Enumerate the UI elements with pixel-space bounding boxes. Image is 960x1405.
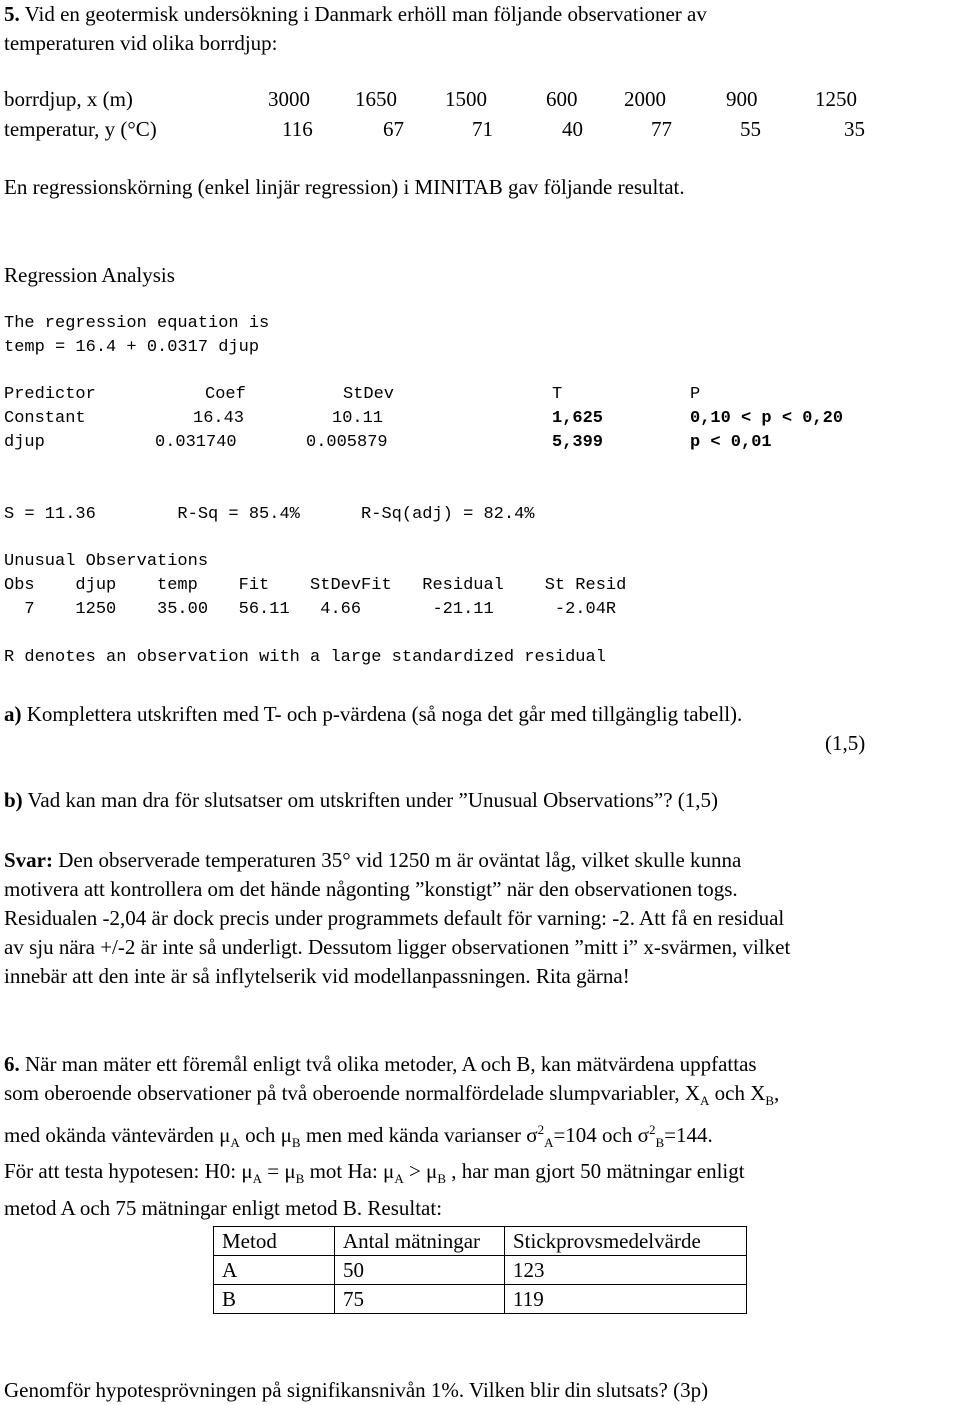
s-line: S = 11.36 R-Sq = 85.4% R-Sq(adj) = 82.4% [4,505,535,524]
svar-line: Den observerade temperaturen 35° vid 1250 m är oväntat låg, vilket skulle kunna [53,848,742,872]
eq-line2: temp = 16.4 + 0.0317 djup [4,338,260,357]
table-cell: 119 [505,1285,747,1314]
q6-final: Genomför hypotesprövningen på signifikansnivån 1%. Vilken blir din slutsats? (3p) [4,1378,709,1402]
eq-line1: The regression equation is [4,314,270,333]
unusual-row: 7 1250 35.00 56.11 4.66 -21.11 -2.04R [4,600,617,619]
x-value: 1250 [815,87,857,111]
q5-intro-line2: temperaturen vid olika borrdjup: [4,31,278,55]
cell: 10.11 [332,409,384,428]
y-value: 35 [844,117,865,141]
table-header-cell: Metod [214,1227,335,1256]
x-value: 3000 [268,87,310,111]
q6-line3: med okända väntevärden $\mu_A$ och $\mu_B$ men med kända varianser $\sigma^2_A=104$ och $\sigma^2_B=144$. [4,1122,713,1151]
y-label: temperatur, y (°C) [4,117,157,141]
cell: 0.005879 [306,433,388,452]
svar-line: innebär att den inte är så inflytelserik vid modellanpassningen. Rita gärna! [4,964,630,988]
question-b [4,786,718,815]
col-stdev: StDev [343,385,395,404]
x-value: 1650 [355,87,397,111]
unusual-title: Unusual Observations [4,552,209,571]
table-cell: 123 [505,1256,747,1285]
a-text: Komplettera utskriften med T- och p-värdena (så noga det går med tillgänglig tabell). [21,702,743,726]
table-header-cell: Stickprovsmedelvärde [505,1227,747,1256]
x-value: 1500 [445,87,487,111]
table-header-cell: Antal mätningar [335,1227,505,1256]
q6-text [4,1050,954,1223]
q5-intro-line1: Vid en geotermisk undersökning i Danmark erhöll man följande observationer av [24,2,707,26]
regression-heading: Regression Analysis [4,263,175,287]
unusual-header: Obs djup temp Fit StDevFit Residual St Resid [4,576,627,595]
table-cell: 75 [335,1285,505,1314]
x-value: 900 [726,87,758,111]
col-predictor: Predictor [4,385,96,404]
b-text: Vad kan man dra för slutsatser om utskriften under ”Unusual Observations”? (1,5) [22,788,719,812]
table-cell: B [214,1285,335,1314]
table-cell: A [214,1256,335,1285]
y-value: 67 [383,117,404,141]
q6-line4: För att testa hypotesen: H0: $\mu_A = \mu_B$ mot Ha: $\mu_A > \mu_B$ , har man gjort 50 mätningar enligt [4,1159,745,1187]
x-row [4,85,904,109]
a-points: (1,5) [825,731,866,755]
col-t: T [552,385,563,404]
svar-label: Svar: [4,848,53,872]
q5-intro [4,0,707,58]
table-row [214,1285,747,1314]
q6-line5: metod A och 75 mätningar enligt metod B. Resultat: [4,1195,443,1220]
cell: Constant [4,409,86,428]
predictor-header [4,385,904,409]
cell: 1,625 [552,409,604,428]
table-header-row [214,1227,747,1256]
q6-number: 6. [4,1052,20,1076]
col-coef: Coef [205,385,246,404]
cell: p < 0,01 [690,433,772,452]
cell: 0.031740 [155,433,237,452]
col-p: P [690,385,701,404]
y-row [4,115,904,139]
x-value: 2000 [624,87,666,111]
y-value: 77 [651,117,672,141]
y-value: 116 [282,117,313,141]
cell: 16.43 [193,409,245,428]
predictor-row [4,433,904,457]
table-cell: 50 [335,1256,505,1285]
cell: 5,399 [552,433,604,452]
q5-number: 5. [4,2,20,26]
q6-line1: När man mäter ett föremål enligt två olika metoder, A och B, kan mätvärdena uppfattas [19,1052,757,1076]
run-text: En regressionskörning (enkel linjär regression) i MINITAB gav följande resultat. [4,175,685,199]
svar-line: Residualen -2,04 är dock precis under programmets default för varning: -2. Att få en residual [4,906,785,930]
svar-line: motivera att kontrollera om det hände någonting ”konstigt” när den observationen togs. [4,877,738,901]
y-value: 55 [740,117,761,141]
x-label: borrdjup, x (m) [4,87,133,111]
a-label: a) [4,702,22,726]
x-value: 600 [546,87,578,111]
answer [4,846,958,991]
question-a [4,700,742,729]
svar-line: av sju nära +/-2 är inte så underligt. Dessutom ligger observationen ”mitt i” x-svärmen, vilket [4,935,791,959]
y-value: 40 [562,117,583,141]
results-table [213,1226,747,1314]
r-note: R denotes an observation with a large standardized residual [4,648,606,667]
b-label: b) [4,788,23,812]
y-value: 71 [472,117,493,141]
predictor-row [4,409,904,433]
q6-line2: som oberoende observationer på två oberoende normalfördelade slumpvariabler, $X_A$ och $X_B$, [4,1081,780,1109]
table-row [214,1256,747,1285]
cell: 0,10 < p < 0,20 [690,409,844,428]
cell: djup [4,433,45,452]
